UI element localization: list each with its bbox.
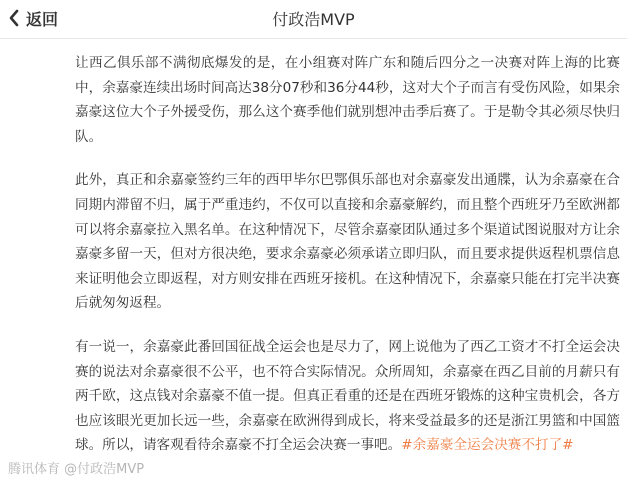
page-title: 付政浩MVP: [272, 10, 355, 29]
watermark: 腾讯体育 @付政浩MVP: [8, 462, 145, 477]
article-body: [75, 51, 620, 477]
article-paragraph-3-text: 有一说一，余嘉豪此番回国征战全运会也是尽力了，网上说他为了西乙工资才不打全运会决赛的说法对余嘉豪很不公平，也不符合实际情况。众所周知，余嘉豪在西乙目前的月薪只有两千欧，这点钱对余嘉豪不值一提。但真正看重的还是在西班牙锻炼的这种宝贵机会，各方也应该眼光更加长远一些，余嘉豪在欧洲得到成长，将来受益最多的还是浙江男篮和中国篮球。所以，请客观看待余嘉豪不打全运会决赛一事吧。: [75, 338, 620, 454]
article-paragraph-1: 让西乙俱乐部不满彻底爆发的是，在小组赛对阵广东和随后四分之一决赛对阵上海的比赛中，余嘉豪连续出场时间高达38分07秒和36分44秒，这对大个子而言有受伤风险，如果余嘉豪这位大个子外援受伤，那么这个赛季他们就别想冲击季后赛了。于是勒令其必须尽快归队。: [75, 55, 620, 145]
top-navbar: [0, 0, 627, 39]
back-label: 返回: [26, 9, 59, 29]
hashtag-link[interactable]: #余嘉豪全运会决赛不打了#: [401, 437, 574, 454]
article-paragraph-2: 此外，真正和余嘉豪签约三年的西甲毕尔巴鄂俱乐部也对余嘉豪发出通牒，认为余嘉豪在合同期内滞留不归，属于严重违约，不仅可以直接和余嘉豪解约，而且整个西班牙乃至欧洲都可以将余嘉豪拉入黑名单。在这种情况下，尽管余嘉豪团队通过多个渠道试图说服对方让余嘉豪多留一天，但对方很决绝，要求余嘉豪必须承诺立即归队，而且要求提供返程机票信息来证明他会立即返程，对方则安排在西班牙接机。在这种情况下，余嘉豪只能在打完半决赛后就匆匆返程。: [75, 172, 620, 312]
article-paragraph-3: [75, 335, 620, 458]
